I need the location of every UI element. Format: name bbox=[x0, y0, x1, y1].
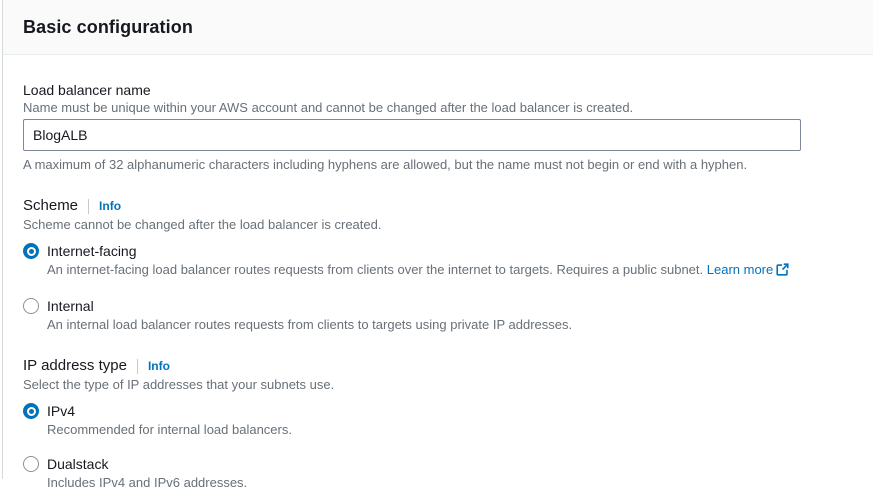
scheme-description: Scheme cannot be changed after the load balancer is created. bbox=[23, 217, 382, 232]
scheme-heading bbox=[23, 196, 853, 216]
ip-option-ipv4 bbox=[23, 402, 853, 438]
ipv4-radio[interactable] bbox=[23, 403, 39, 419]
label-info-divider bbox=[88, 199, 89, 214]
internet-facing-radio[interactable] bbox=[23, 243, 39, 259]
panel-header bbox=[3, 0, 873, 55]
internal-radio-label[interactable]: Internal bbox=[47, 298, 94, 314]
load-balancer-name-description: Name must be unique within your AWS account and cannot be changed after the load balancer is created. bbox=[23, 100, 634, 115]
load-balancer-name-constraint: A maximum of 32 alphanumeric characters including hyphens are allowed, but the name must not begin or end with a hyphen. bbox=[23, 157, 748, 172]
internal-radio-description: An internal load balancer routes requests from clients to targets using private IP addresses. bbox=[47, 317, 573, 332]
dualstack-radio-description: Includes IPv4 and IPv6 addresses. bbox=[47, 475, 248, 490]
load-balancer-name-label: Load balancer name bbox=[23, 82, 151, 98]
scheme-option-internet-facing bbox=[23, 242, 853, 280]
ip-address-type-section bbox=[23, 356, 853, 491]
scheme-label: Scheme bbox=[23, 197, 79, 214]
scheme-section bbox=[23, 196, 853, 333]
ipv4-radio-description: Recommended for internal load balancers. bbox=[47, 422, 292, 437]
ip-address-type-description: Select the type of IP addresses that your subnets use. bbox=[23, 377, 335, 392]
scheme-option-internal bbox=[23, 297, 853, 333]
ip-address-type-heading bbox=[23, 356, 853, 376]
scheme-info-link[interactable]: Info bbox=[99, 199, 122, 213]
ipv4-radio-label[interactable]: IPv4 bbox=[47, 403, 76, 419]
ip-option-dualstack bbox=[23, 455, 853, 491]
external-link-icon bbox=[776, 263, 789, 280]
internet-facing-radio-label[interactable]: Internet-facing bbox=[47, 243, 137, 259]
learn-more-link[interactable]: Learn more bbox=[707, 262, 789, 277]
dualstack-radio-label[interactable]: Dualstack bbox=[47, 456, 109, 472]
label-info-divider bbox=[137, 359, 138, 374]
dualstack-radio[interactable] bbox=[23, 456, 39, 472]
basic-configuration-panel bbox=[2, 0, 873, 490]
panel-body bbox=[3, 55, 873, 491]
load-balancer-name-input[interactable] bbox=[23, 119, 801, 151]
internal-radio[interactable] bbox=[23, 298, 39, 314]
ip-address-type-info-link[interactable]: Info bbox=[147, 359, 170, 373]
ip-address-type-label: IP address type bbox=[23, 357, 127, 374]
panel-title: Basic configuration bbox=[23, 16, 193, 37]
internet-facing-radio-description: An internet-facing load balancer routes requests from clients over the internet to targets. Requires a public subnet. Learn more bbox=[47, 262, 789, 280]
load-balancer-name-field bbox=[23, 81, 853, 173]
